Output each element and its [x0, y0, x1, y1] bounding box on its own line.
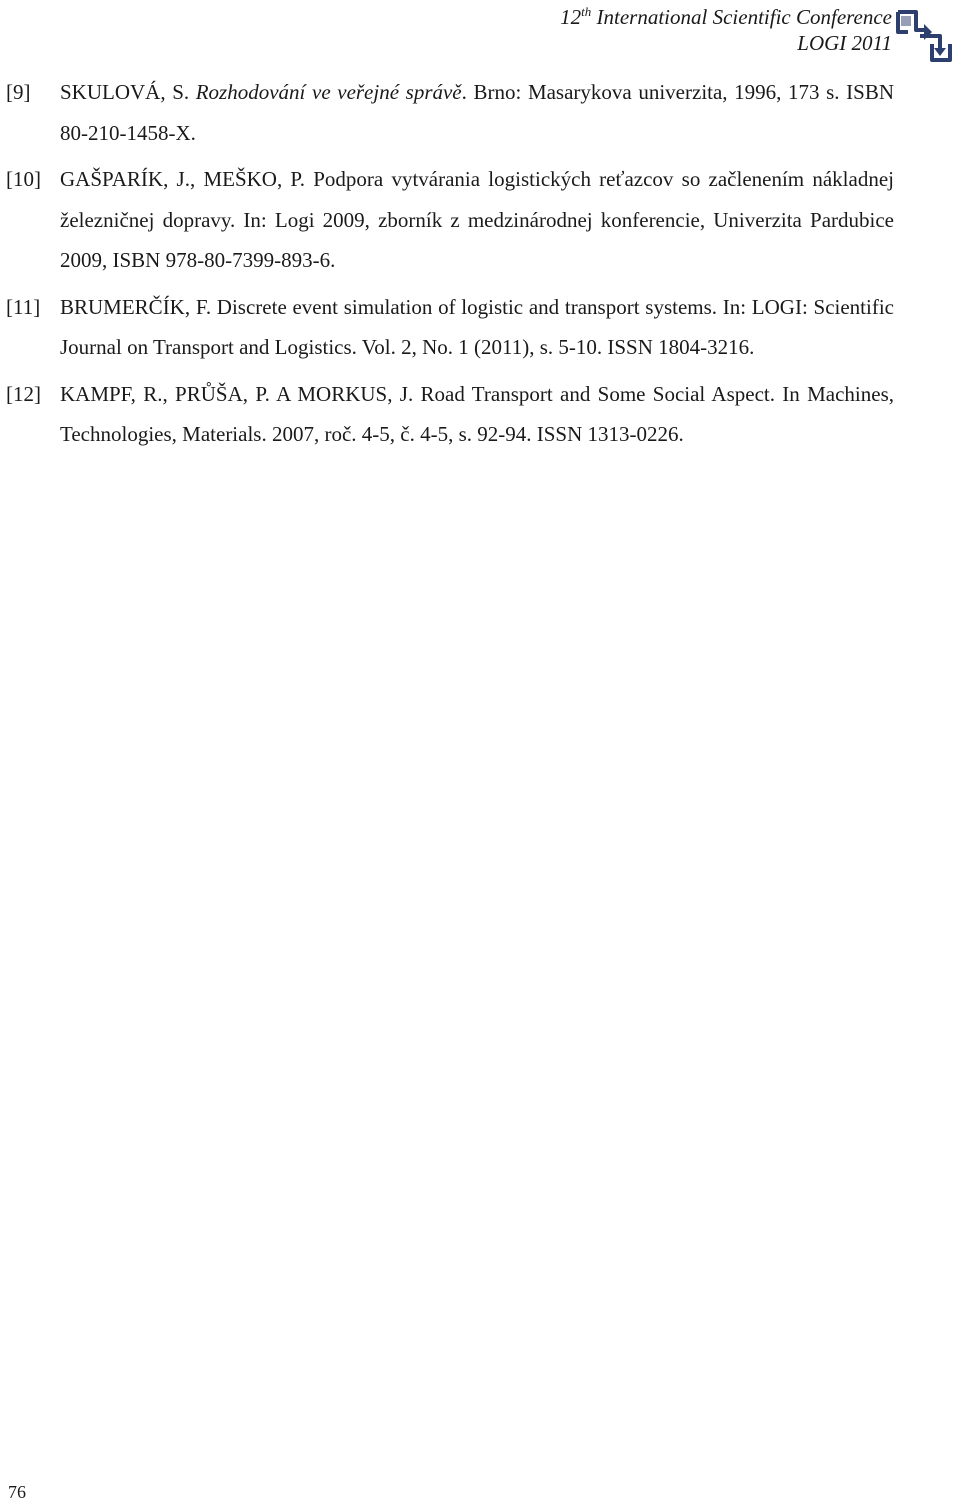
running-header: [560, 4, 892, 56]
conference-ordinal: 12: [560, 5, 582, 29]
reference-number: [11]: [6, 294, 41, 319]
conference-ordinal-suffix: th: [581, 4, 592, 19]
reference-text: GAŠPARÍK, J., MEŠKO, P. Podpora vytvárania logistických reťazcov so začlenením nákladnej železničnej dopravy. In: Logi 2009, zborník z medzinárodnej konferencie, Univerzita Pardubice 2009, ISBN 978-80-7399-893-6.: [60, 167, 894, 272]
logi-conference-logo-icon: [894, 6, 954, 68]
reference-title: Rozhodování ve veřejné správě: [195, 80, 462, 104]
reference-number: [9]: [6, 80, 31, 104]
conference-title: [560, 4, 892, 30]
reference-item: [6, 287, 894, 368]
reference-item: [6, 159, 894, 281]
reference-number: [10]: [6, 167, 41, 191]
reference-text: BRUMERČÍK, F. Discrete event simulation of logistic and transport systems. In: LOGI: Scientific Journal on Transport and Logistics. Vol. 2, No. 1 (2011), s. 5-10. ISSN 1804-3216.: [60, 294, 894, 359]
reference-item: [6, 72, 894, 153]
reference-list: [6, 72, 894, 461]
conference-subtitle: LOGI 2011: [797, 31, 892, 55]
reference-item: [6, 374, 894, 455]
reference-text: KAMPF, R., PRŮŠA, P. A MORKUS, J. Road Transport and Some Social Aspect. In Machines, Technologies, Materials. 2007, roč. 4-5, č. 4-5, s. 92-94. ISSN 1313-0226.: [60, 381, 894, 446]
reference-text: [60, 72, 894, 153]
page-number: 76: [8, 1482, 26, 1502]
reference-details: . Brno: Masarykova univerzita, 1996, 173 s. ISBN 80-210-1458-X.: [60, 80, 894, 145]
conference-name: International Scientific Conference: [596, 5, 892, 29]
reference-author: SKULOVÁ, S.: [60, 80, 196, 104]
reference-number: [12]: [6, 381, 41, 406]
